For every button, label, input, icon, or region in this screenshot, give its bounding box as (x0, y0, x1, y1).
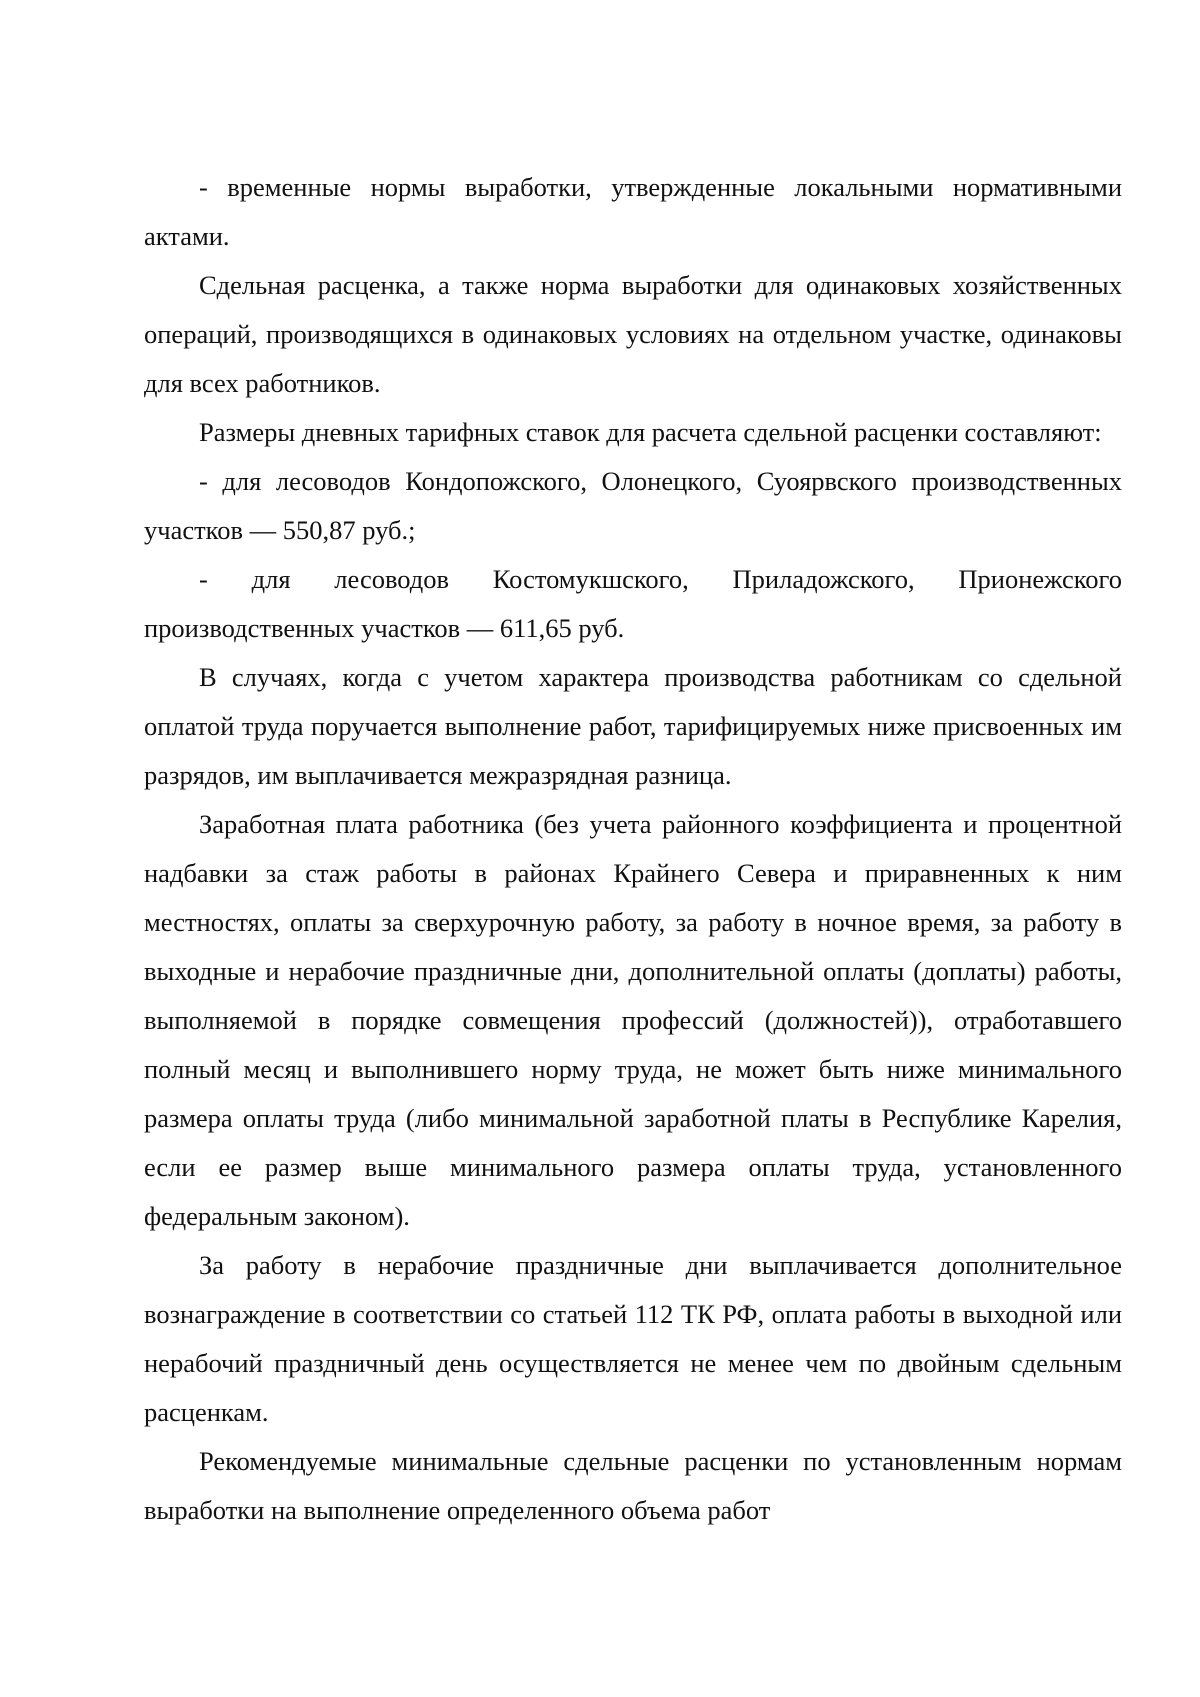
paragraph-tariff-rates: Размеры дневных тарифных ставок для расчета сдельной расценки составляют: (199, 417, 1102, 447)
paragraph-rate-group-2: - для лесоводов Костомукшского, Приладожского, Прионежского производственных участков — 611,65 руб. (144, 564, 1122, 643)
paragraph-piece-rate: Сдельная расценка, а также норма выработки для одинаковых хозяйственных операций, производящихся в одинаковых условиях на отдельном участке, одинаковы для всех работников. (144, 270, 1122, 398)
paragraph-grade-difference: В случаях, когда с учетом характера производства работникам со сдельной оплатой труда поручается выполнение работ, тарифицируемых ниже присвоенных им разрядов, им выплачивается межразрядная разница. (144, 662, 1122, 790)
paragraph-rate-group-1: - для лесоводов Кондопожского, Олонецкого, Суоярвского производственных участков — 550,87 руб.; (144, 466, 1122, 545)
paragraph-minimum-wage: Заработная плата работника (без учета районного коэффициента и процентной надбавки за стаж работы в районах Крайнего Севера и приравненных к ним местностях, оплаты за сверхурочную работу, за работу в ночное время, за работу в выходные и нерабочие праздничные дни, дополнительной оплаты (доплаты) работы, выполняемой в порядке совмещения профессий (должностей)), отработавшего полный месяц и выполнившего норму труда, не может быть ниже минимального размера оплаты труда (либо минимальной заработной платы в Республике Карелия, если ее размер выше минимального размера оплаты труда, установленного федеральным законом). (144, 809, 1122, 1231)
document-body (144, 163, 1122, 1535)
paragraph-temporary-norms: - временные нормы выработки, утвержденные локальными нормативными актами. (144, 172, 1122, 251)
paragraph-holiday-pay: За работу в нерабочие праздничные дни выплачивается дополнительное вознаграждение в соответствии со статьей 112 ТК РФ, оплата работы в выходной или нерабочий праздничный день осуществляется не менее чем по двойным сдельным расценкам. (144, 1250, 1122, 1427)
paragraph-recommended-rates: Рекомендуемые минимальные сдельные расценки по установленным нормам выработки на выполнение определенного объема работ (144, 1446, 1122, 1525)
